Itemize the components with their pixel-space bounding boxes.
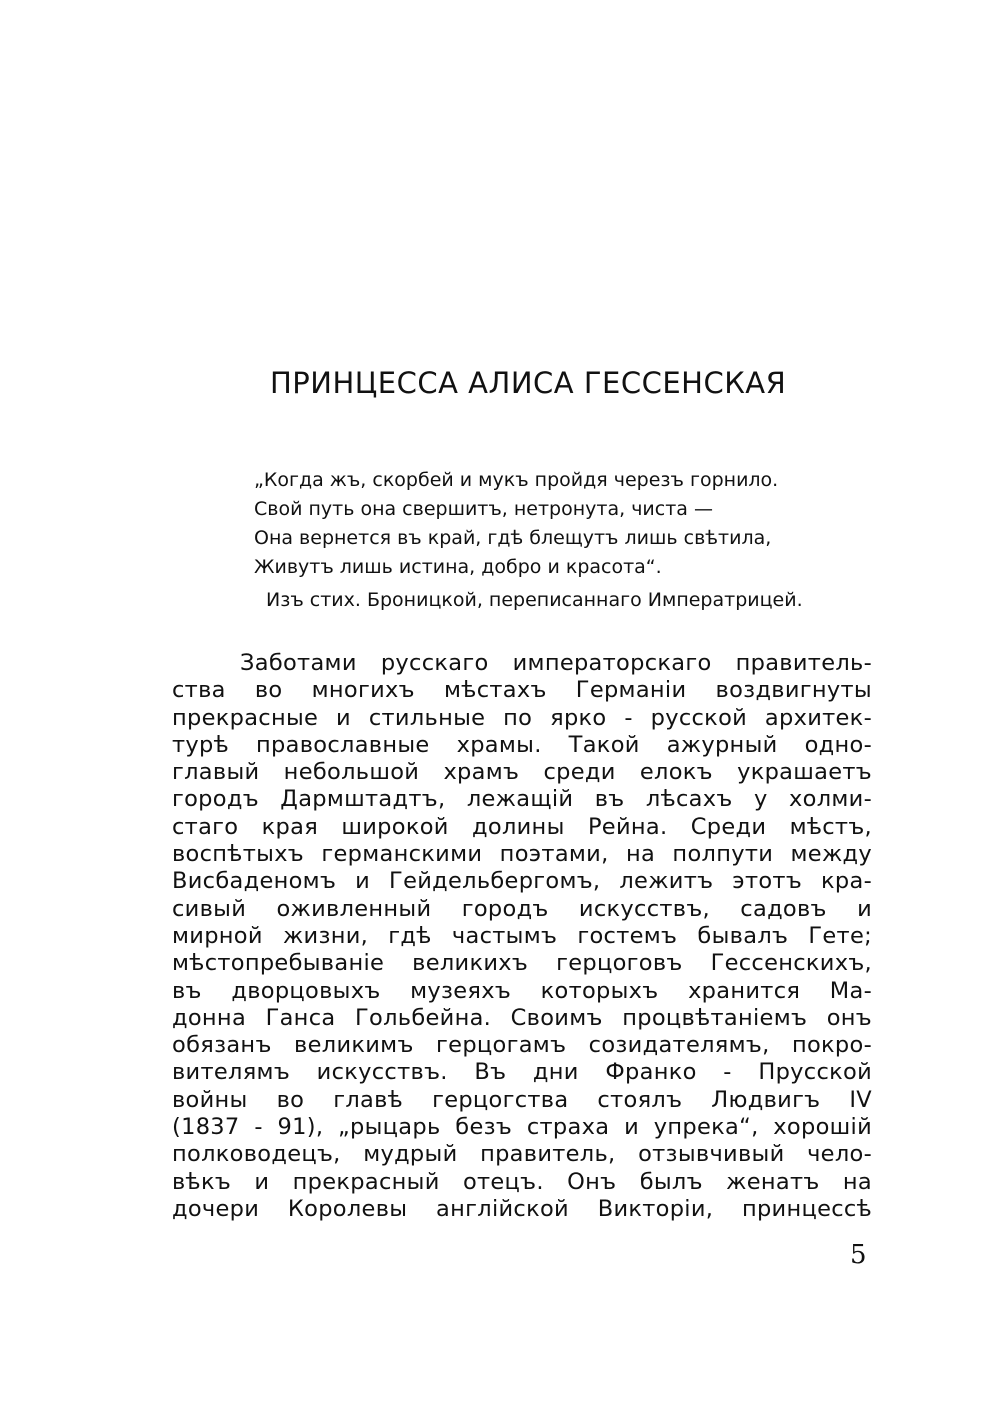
body-paragraph (172, 650, 872, 1223)
epigraph-line: Живутъ лишь истина, добро и красота“. (254, 556, 662, 578)
body-line: стаго края широкой долины Рейна. Среди мѣстъ, (172, 813, 872, 840)
body-line: вѣкъ и прекрасный отецъ. Онъ былъ женатъ на (172, 1168, 872, 1195)
epigraph-line: Она вернется въ край, гдѣ блещутъ лишь свѣтила, (254, 527, 772, 549)
body-line: мирной жизни, гдѣ частымъ гостемъ бывалъ Гете; (172, 922, 872, 949)
body-line: Висбаденомъ и Гейдельбергомъ, лежитъ этотъ кра- (172, 868, 872, 895)
body-line: мѣстопребываніе великихъ герцоговъ Гессенскихъ, (172, 950, 872, 977)
body-line: донна Ганса Гольбейна. Своимъ процвѣтаніемъ онъ (172, 1004, 872, 1031)
body-line: городъ Дармштадтъ, лежащій въ лѣсахъ у холми- (172, 786, 872, 813)
epigraph-attribution: Изъ стих. Броницкой, переписаннаго Императрицей. (266, 589, 803, 611)
body-line: въ дворцовыхъ музеяхъ которыхъ хранится Ма- (172, 977, 872, 1004)
body-line: Заботами русскаго императорскаго правитель- (240, 650, 872, 676)
body-line: полководецъ, мудрый правитель, отзывчивый чело- (172, 1141, 872, 1168)
epigraph (254, 466, 894, 582)
chapter-title: ПРИНЦЕССА АЛИСА ГЕССЕНСКАЯ (270, 366, 787, 400)
epigraph-line: Свой путь она свершитъ, нетронута, чиста — (254, 498, 713, 520)
page-number: 5 (850, 1240, 867, 1270)
epigraph-line: „Когда жъ, скорбей и мукъ пройдя черезъ горнило. (254, 469, 779, 491)
body-line: ства во многихъ мѣстахъ Германіи воздвигнуты (172, 677, 872, 704)
body-line: прекрасные и стильные по ярко - русской архитек- (172, 704, 872, 731)
body-line: главый небольшой храмъ среди елокъ украшаетъ (172, 759, 872, 786)
body-line: вителямъ искусствъ. Въ дни Франко - Прусской (172, 1059, 872, 1086)
body-line: обязанъ великимъ герцогамъ созидателямъ, покро- (172, 1032, 872, 1059)
body-line: (1837 - 91), „рыцарь безъ страха и упрека“, хорошій (172, 1114, 872, 1141)
body-line: войны во главѣ герцогства стоялъ Людвигъ IV (172, 1086, 872, 1113)
body-line: сивый оживленный городъ искусствъ, садовъ и (172, 895, 872, 922)
body-line: дочери Королевы англійской Викторіи, принцессѣ (172, 1195, 872, 1222)
body-line: турѣ православные храмы. Такой ажурный одно- (172, 731, 872, 758)
body-line: воспѣтыхъ германскими поэтами, на полпути между (172, 841, 872, 868)
